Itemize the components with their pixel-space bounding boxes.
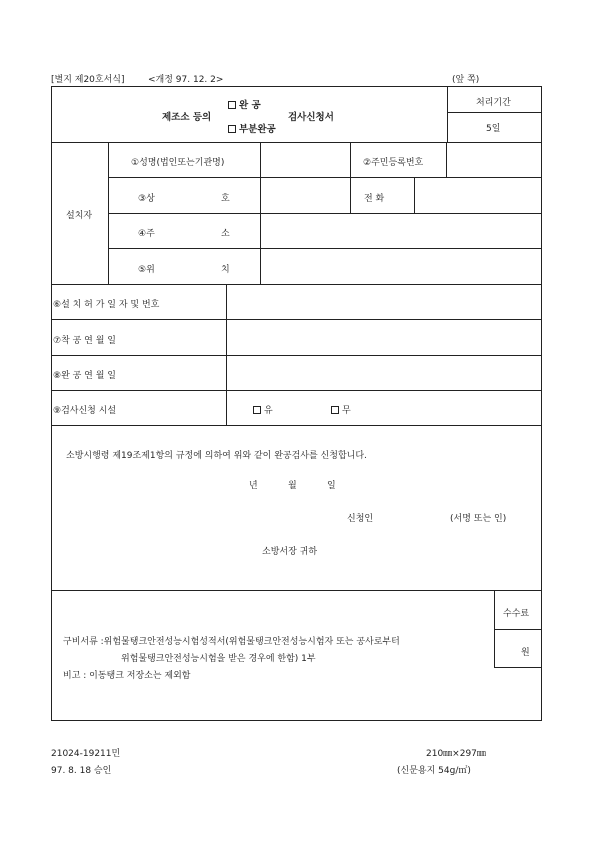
permit-date-field[interactable]: [227, 285, 541, 318]
application-statement: 소방시행령 제19조제1항의 규정에 의하여 위와 같이 완공검사를 신청합니다.: [66, 451, 367, 461]
signature-label: (서명 또는 인): [450, 514, 507, 524]
page-side: (앞 쪽): [452, 75, 480, 85]
location-label-end: 치: [221, 265, 230, 275]
resident-number-field[interactable]: [447, 143, 541, 176]
location-label: ⑤위: [138, 265, 155, 275]
phone-field[interactable]: [415, 178, 541, 212]
addressee-label: 소방서장 귀하: [262, 547, 318, 557]
completion-date-label: ⑧완 공 연 월 일: [53, 371, 116, 381]
permit-date-label: ⑥설 치 허 가 일 자 및 번호: [53, 300, 160, 310]
date-month-label: 월: [288, 481, 297, 491]
construction-start-label: ⑦착 공 연 월 일: [53, 336, 116, 346]
fee-unit: 원: [521, 648, 530, 658]
facility-no-option[interactable]: 무: [331, 403, 351, 416]
required-documents-line1: 구비서류 :위험물탱크안전성능시험성적서(위험물탱크안전성능시험자 또는 공사로부터: [63, 637, 400, 647]
option-partial-complete[interactable]: 부분완공: [228, 121, 276, 135]
construction-start-field[interactable]: [227, 320, 541, 354]
processing-period-value: 5일: [486, 124, 501, 134]
fee-label: 수수료: [503, 609, 530, 619]
trade-name-label: ③상: [138, 194, 155, 204]
phone-label: 전 화: [364, 194, 385, 204]
applicant-label: 신청인: [347, 514, 374, 524]
title-suffix: 검사신청서: [288, 112, 334, 123]
installer-group-label: 설치자: [66, 211, 93, 221]
name-field[interactable]: [260, 143, 349, 176]
trade-name-field[interactable]: [260, 178, 349, 212]
facility-yes-option[interactable]: 유: [253, 403, 273, 416]
date-day-label: 일: [327, 481, 336, 491]
trade-name-label-end: 호: [221, 194, 230, 204]
paper-type: (신문용지 54g/㎡): [397, 766, 471, 776]
date-year-label: 년: [249, 481, 258, 491]
form-number: [별지 제20호서식]: [51, 75, 125, 85]
location-field[interactable]: [261, 249, 541, 283]
checkbox-icon: [228, 125, 236, 133]
resident-number-label: ②주민등록번호: [363, 158, 424, 168]
form-code: 21024-19211민: [51, 749, 121, 759]
remarks-note: 비고 : 이동탱크 저장소는 제외함: [63, 671, 191, 681]
required-documents-line2: 위험물탱크안전성능시험을 받은 경우에 한함) 1부: [121, 654, 316, 664]
approval-date: 97. 8. 18 승인: [51, 766, 112, 776]
inspection-facility-label: ⑨검사신청 시설: [53, 406, 117, 416]
name-label: ①성명(법인또는기관명): [131, 158, 225, 168]
option-complete[interactable]: 완 공: [228, 97, 261, 111]
address-field[interactable]: [261, 214, 541, 247]
checkbox-icon: [331, 406, 339, 414]
checkbox-icon: [253, 406, 261, 414]
paper-size: 210㎜×297㎜: [426, 749, 486, 759]
revision-date: <개정 97. 12. 2>: [148, 75, 224, 85]
title-prefix: 제조소 등의: [162, 112, 212, 123]
completion-date-field[interactable]: [227, 356, 541, 389]
address-label-end: 소: [221, 229, 230, 239]
processing-period-label: 처리기간: [476, 98, 511, 108]
address-label: ④주: [138, 229, 155, 239]
checkbox-icon: [228, 101, 236, 109]
